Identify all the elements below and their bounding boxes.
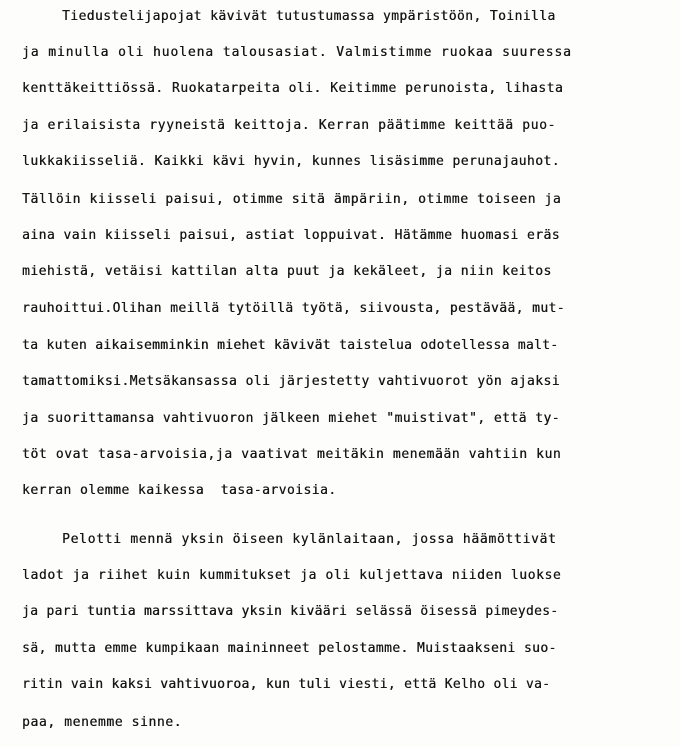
text-line: miehistä, vetäisi kattilan alta puut ja kekäleet, ja niin keitos <box>22 264 552 279</box>
text-line: Tällöin kiisseli paisui, otimme sitä ämpäriin, otimme toiseen ja <box>22 192 562 207</box>
text-line: ladot ja riihet kuin kummitukset ja oli kuljettava niiden luokse <box>22 568 562 583</box>
text-line: kerran olemme kaikessa tasa-arvoisia. <box>22 483 337 498</box>
text-line: Tiedustelijapojat kävivät tutustumassa ympäristöön, Toinilla <box>62 9 556 24</box>
text-line: töt ovat tasa-arvoisia,ja vaativat meitäkin menemään vahtiin kun <box>22 447 562 462</box>
text-line: kenttäkeittiössä. Ruokatarpeita oli. Keitimme perunoista, lihasta <box>22 81 564 96</box>
text-line: paa, menemme sinne. <box>22 715 183 730</box>
text-line: lukkakiisseliä. Kaikki kävi hyvin, kunnes lisäsimme perunajauhot. <box>22 154 560 169</box>
text-line: ja erilaisista ryyneistä keittoja. Kerran päätimme keittää puo- <box>22 118 557 133</box>
text-line: ja pari tuntia marssittava yksin kivääri selässä öisessä pimeydes- <box>22 604 559 619</box>
text-line: ja minulla oli huolena talousasiat. Valmistimme ruokaa suuressa <box>22 45 572 60</box>
text-line: ta kuten aikaisemminkin miehet kävivät taistelua odotellessa malt- <box>22 338 559 353</box>
text-line: Pelotti mennä yksin öiseen kylänlaitaan, jossa häämöttivät <box>62 532 557 547</box>
text-line: ritin vain kaksi vahtivuoroa, kun tuli viesti, että Kelho oli va- <box>22 677 551 692</box>
text-line: aina vain kiisseli paisui, astiat loppuivat. Hätämme huomasi eräs <box>22 228 560 243</box>
text-line: tamattomiksi.Metsäkansassa oli järjestetty vahtivuorot yön ajaksi <box>22 374 560 389</box>
text-line: sä, mutta emme kumpikaan maininneet pelostamme. Muistaakseni suo- <box>22 641 557 656</box>
text-line: rauhoittui.Olihan meillä tytöillä työtä, siivousta, pestävää, mut- <box>22 301 565 316</box>
text-line: ja suorittamansa vahtivuoron jälkeen miehet "muistivat", että ty- <box>22 411 560 426</box>
